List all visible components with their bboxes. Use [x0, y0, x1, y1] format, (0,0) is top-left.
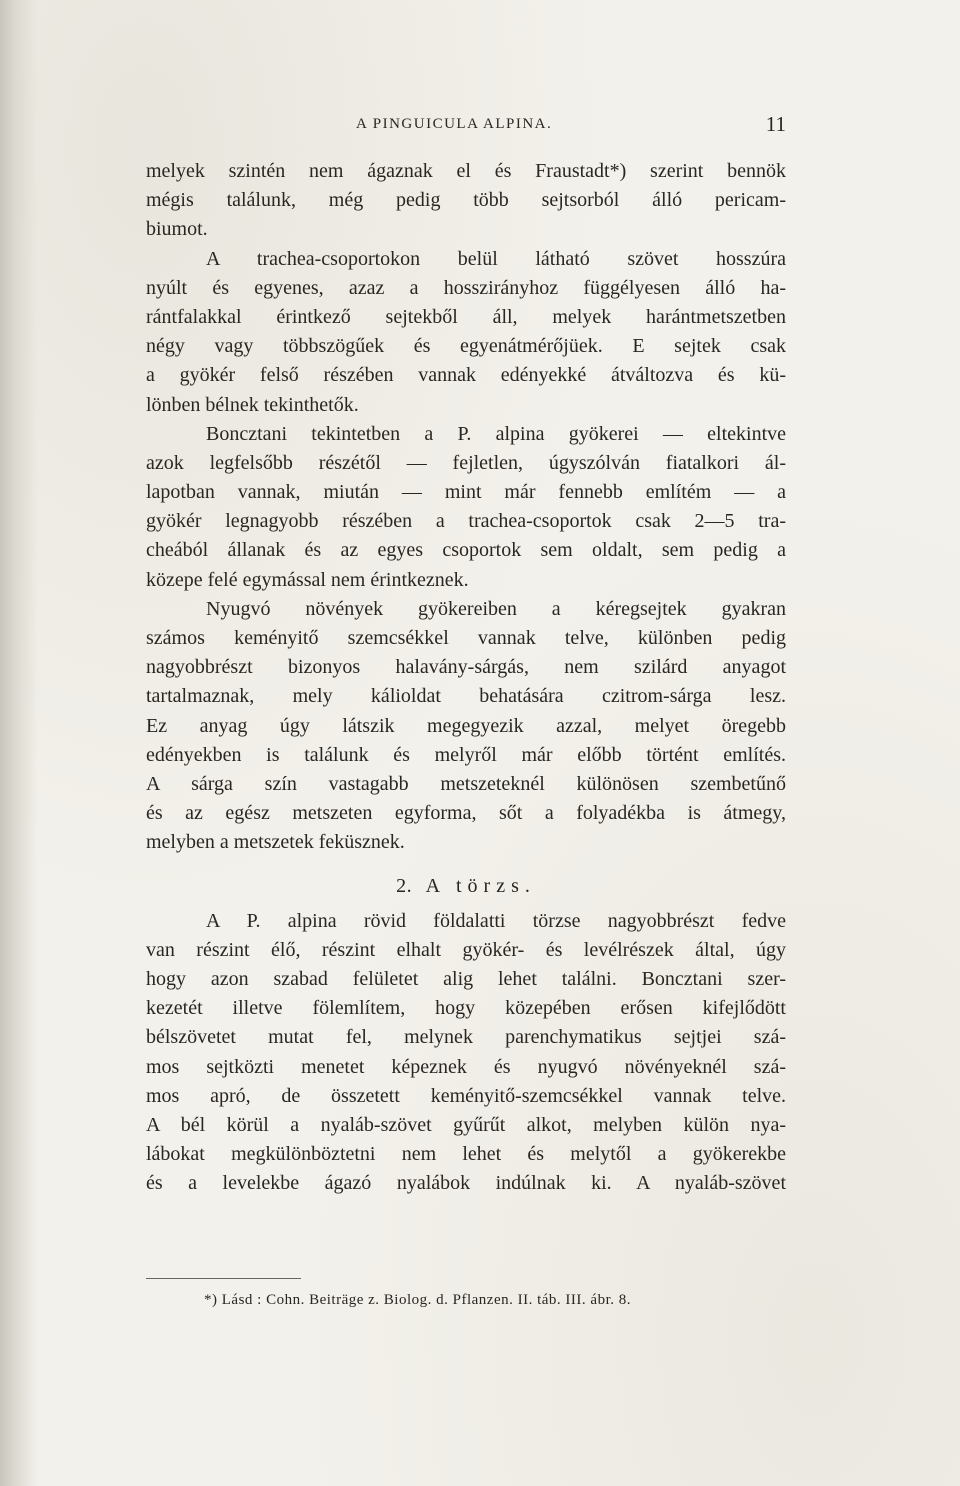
text-line: mos sejtközti menetet képeznek és nyugvó növényeknél szá-	[146, 1055, 786, 1078]
text-line: azok legfelsőbb részétől — fejletlen, úgyszólván fiatalkori ál-	[146, 451, 786, 474]
paragraph	[146, 157, 786, 245]
text-line: Ez anyag úgy látszik megegyezik azzal, melyet öregebb	[146, 714, 786, 737]
text-line: és a levelekbe ágazó nyalábok indúlnak ki. A nyaláb-szövet	[146, 1172, 786, 1195]
text-line: A P. alpina rövid földalatti törzse nagyobbrészt fedve	[206, 909, 786, 932]
text-line: lapotban vannak, miután — mint már fennebb említém — a	[146, 481, 786, 504]
text-line: és az egész metszeten egyforma, sőt a folyadékba is átmegy,	[146, 802, 786, 825]
page-header	[146, 112, 786, 142]
text-line: nagyobbrészt bizonyos halavány-sárgás, nem szilárd anyagot	[146, 656, 786, 679]
text-line: gyökér legnagyobb részében a trachea-csoportok csak 2—5 tra-	[146, 510, 786, 533]
paragraph	[146, 595, 786, 858]
text-line: hogy azon szabad felületet alig lehet találni. Boncztani szer-	[146, 968, 786, 991]
text-line: Boncztani tekintetben a P. alpina gyökerei — eltekintve	[206, 422, 786, 445]
text-line: közepe felé egymással nem érintkeznek.	[146, 568, 469, 591]
text-line: edényekben is találunk és melyről már előbb történt említés.	[146, 743, 786, 766]
text-line: melyek szintén nem ágaznak el és Fraustadt*) szerint bennök	[146, 160, 786, 182]
paragraph	[146, 420, 786, 595]
text-line: rántfalakkal érintkező sejtekből áll, melyek harántmetszetben	[146, 305, 786, 328]
text-line: nyúlt és egyenes, azaz a hosszirányhoz függélyesen álló ha-	[146, 276, 786, 299]
text-line: A trachea-csoportokon belül látható szövet hosszúra	[206, 247, 786, 270]
page-binding-shadow	[0, 0, 38, 1486]
text-line: van részint élő, részint elhalt gyökér- és levélrészek által, úgy	[146, 938, 786, 961]
text-line: kezetét illetve fölemlítem, hogy közepében erősen kifejlődött	[146, 997, 786, 1020]
section-number: 2.	[396, 874, 413, 897]
text-line: négy vagy többszögűek és egyenátmérőjüek. E sejtek csak	[146, 335, 786, 358]
section-heading	[146, 872, 786, 901]
body-text	[146, 157, 786, 1199]
text-line: biumot.	[146, 218, 208, 241]
text-line: bélszövetet mutat fel, melynek parenchymatikus sejtjei szá-	[146, 1026, 786, 1049]
text-line: a gyökér felső részében vannak edényekké átváltozva és kü-	[146, 364, 786, 387]
text-line: A sárga szín vastagabb metszeteknél különösen szembetűnő	[146, 772, 786, 795]
page-number: 11	[765, 112, 786, 136]
paragraph	[146, 245, 786, 420]
text-line: lábokat megkülönböztetni nem lehet és melytől a gyökerekbe	[146, 1143, 786, 1166]
footnote-rule	[146, 1278, 301, 1279]
paragraph	[146, 907, 786, 1199]
text-line: Nyugvó növények gyökereiben a kéregsejtek gyakran	[206, 597, 786, 620]
text-line: A bél körül a nyaláb-szövet gyűrűt alkot, melyben külön nya-	[146, 1114, 786, 1136]
text-line: lönben bélnek tekinthetők.	[146, 393, 359, 416]
text-line: mégis találunk, még pedig több sejtsorból álló pericam-	[146, 189, 786, 212]
running-head: A PINGUICULA ALPINA.	[356, 116, 553, 132]
text-line: cheából állanak és az egyes csoportok sem oldalt, sem pedig a	[146, 539, 786, 562]
text-line: melyben a metszetek feküsznek.	[146, 831, 405, 854]
section-title: A törzs.	[425, 874, 536, 897]
footnote: *) Lásd : Cohn. Beiträge z. Biolog. d. Pflanzen. II. táb. III. ábr. 8.	[204, 1292, 631, 1308]
text-line: tartalmaznak, mely kálioldat behatására czitrom-sárga lesz.	[146, 685, 786, 708]
text-line: mos apró, de összetett keményitő-szemcsékkel vannak telve.	[146, 1084, 786, 1107]
text-line: számos keményitő szemcsékkel vannak telve, különben pedig	[146, 627, 786, 649]
